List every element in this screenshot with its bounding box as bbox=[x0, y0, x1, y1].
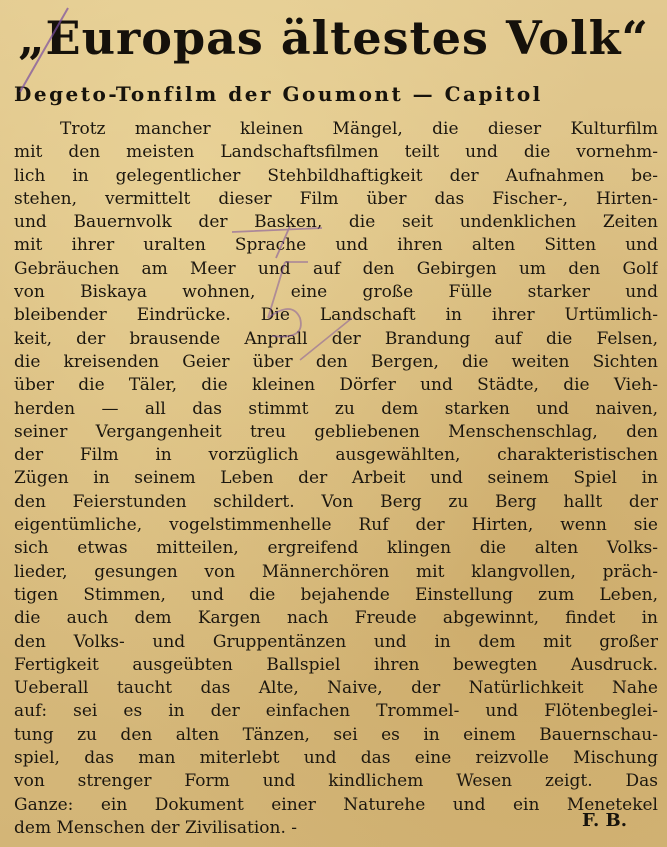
article-line: die kreisenden Geier über den Bergen, die weiten Sichten bbox=[14, 351, 658, 372]
article-line: mit ihrer uralten Sprache und ihren alten Sitten und bbox=[14, 235, 658, 256]
article-line: auf: sei es in der einfachen Trommel- und Flötenbeglei- bbox=[14, 701, 658, 722]
article-line: und Bauernvolk der Basken, die seit undenklichen Zeiten bbox=[14, 212, 658, 233]
article-line: von strenger Form und kindlichem Wesen zeigt. Das bbox=[14, 771, 658, 792]
article-line: bleibender Eindrücke. Die Landschaft in ihrer Urtümlich- bbox=[14, 305, 658, 326]
article-line: seiner Vergangenheit treu gebliebenen Menschenschlag, den bbox=[14, 421, 658, 442]
article-line: herden — all das stimmt zu dem starken und naiven, bbox=[14, 398, 658, 419]
article-line: mit den meisten Landschaftsfilmen teilt und die vornehm- bbox=[14, 142, 658, 163]
article-line: sich etwas mitteilen, ergreifend klingen die alten Volks- bbox=[14, 538, 658, 559]
article-line: dem Menschen der Zivilisation. - bbox=[14, 817, 297, 838]
article-line: tigen Stimmen, und die bejahende Einstellung zum Leben, bbox=[14, 584, 658, 605]
article-line: Ganze: ein Dokument einer Naturehe und ein Menetekel bbox=[14, 794, 658, 815]
article-line: Gebräuchen am Meer und auf den Gebirgen um den Golf bbox=[14, 258, 658, 279]
article-headline: „Europas ältestes Volk“ bbox=[18, 11, 649, 65]
article-line: über die Täler, die kleinen Dörfer und Städte, die Vieh- bbox=[14, 375, 658, 396]
article-line: lich in gelegentlicher Stehbildhaftigkeit der Aufnahmen be- bbox=[14, 165, 658, 186]
article-body bbox=[14, 118, 658, 840]
article-line: der Film in vorzüglich ausgewählten, charakteristischen bbox=[14, 445, 658, 466]
article-line: Zügen in seinem Leben der Arbeit und seinem Spiel in bbox=[14, 468, 658, 489]
article-line: spiel, das man miterlebt und das eine reizvolle Mischung bbox=[14, 748, 658, 769]
article-line: tung zu den alten Tänzen, sei es in einem Bauernschau- bbox=[14, 724, 658, 745]
article-line: Fertigkeit ausgeübten Ballspiel ihren bewegten Ausdruck. bbox=[14, 654, 658, 675]
article-line: Trotz mancher kleinen Mängel, die dieser Kulturfilm bbox=[60, 119, 658, 139]
article-line: lieder, gesungen von Männerchören mit klangvollen, präch- bbox=[14, 561, 658, 582]
article-line: die auch dem Kargen nach Freude abgewinnt, findet in bbox=[14, 608, 658, 629]
article-line: den Feierstunden schildert. Von Berg zu Berg hallt der bbox=[14, 491, 658, 512]
article-line: stehen, vermittelt dieser Film über das Fischer-, Hirten- bbox=[14, 188, 658, 209]
article-line: den Volks- und Gruppentänzen und in dem mit großer bbox=[14, 631, 658, 652]
article-line: von Biskaya wohnen, eine große Fülle starker und bbox=[14, 282, 658, 303]
article-subheadline: Degeto-Tonfilm der Goumont — Capitol bbox=[14, 82, 543, 106]
article-line: eigentümliche, vogelstimmenhelle Ruf der Hirten, wenn sie bbox=[14, 515, 658, 536]
article-line: Ueberall taucht das Alte, Naive, der Natürlichkeit Nahe bbox=[14, 678, 658, 699]
article-line: keit, der brausende Anprall der Brandung auf die Felsen, bbox=[14, 328, 658, 349]
author-signature: F. B. bbox=[582, 810, 627, 831]
